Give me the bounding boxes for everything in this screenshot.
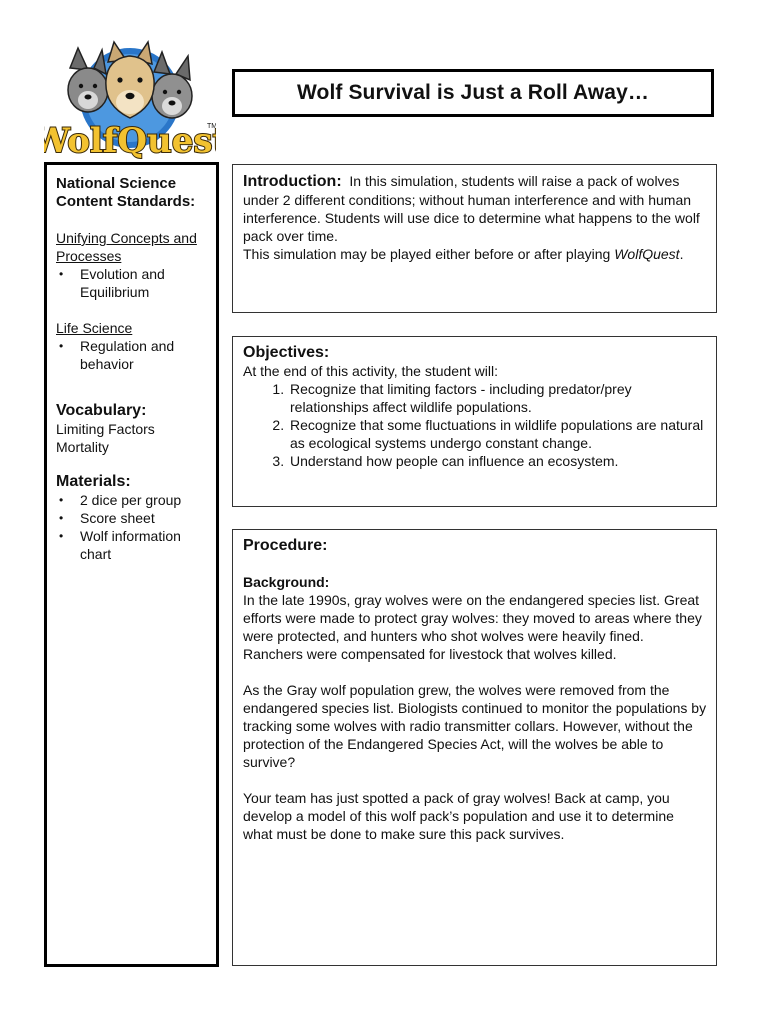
introduction-text-2: This simulation may be played either before or after playing [243,246,611,262]
procedure-box [232,529,717,966]
objectives-box [232,336,717,507]
background-heading: Background: [243,574,330,590]
wolfquest-logo [44,40,216,170]
introduction-text: In this simulation, students will raise a pack of wolves under 2 different conditions; without human interference and with human interference. Students will use dice to determine what happens to the wolf pack over time. [243,173,700,244]
procedure-heading: Procedure: [243,537,328,554]
objectives-lead: At the end of this activity, the student will: [243,363,498,379]
standards-heading-line-2: Content Standards: [56,193,196,210]
list-item: 3. Understand how people can influence an ecosystem. [288,452,707,470]
vocab-item: Limiting Factors [56,421,155,437]
life-science-heading: Life Science [56,320,133,336]
introduction-heading: Introduction: [243,173,342,190]
title-box [232,69,714,117]
svg-text:WolfQuest: WolfQues [44,121,213,161]
list-item: • 2 dice per group [56,491,208,509]
background-paragraph: Your team has just spotted a pack of gray wolves! Back at camp, you develop a model of this wolf pack’s population and use it to determine what must be done to make sure this pack survives. [243,790,674,842]
objectives-heading: Objectives: [243,344,330,361]
introduction-box [232,164,717,313]
background-paragraph: In the late 1990s, gray wolves were on the endangered species list. Great efforts were made to protect gray wolves: they moved to areas where they were protected, and hunters who shot wolves were heavily fined. Ranchers were compensated for livestock that wolves killed. [243,592,702,662]
wolfquest-wordmark [44,121,216,161]
life-science-list [56,337,208,373]
materials-heading: Materials: [56,473,131,490]
objectives-list [243,380,707,470]
left-wolf-icon [68,48,108,112]
period: . [679,246,684,262]
list-item: • Evolution and Equilibrium [56,265,208,301]
wolf-pack-illustration [44,40,216,170]
unifying-concepts-list [56,265,208,301]
game-name: WolfQuest [614,246,680,262]
list-item: • Score sheet [56,509,208,527]
background-paragraph: As the Gray wolf population grew, the wolves were removed from the endangered species list. Biologists continued to monitor the populations by tracking some wolves with radio transmitter collars. However, without the protection of the Endangered Species Act, will the wolves be able to survive? [243,682,707,770]
svg-text:TM: TM [207,123,216,130]
right-wolf-icon [152,52,192,118]
page-title: Wolf Survival is Just a Roll Away… [297,81,649,104]
sidebar [44,162,219,967]
standards-heading-line-1: National Science [56,175,177,192]
vocab-item: Mortality [56,439,109,455]
list-item: 1. Recognize that limiting factors - including predator/prey relationships affect wildlife populations. [288,380,707,416]
vocabulary-heading: Vocabulary: [56,402,147,419]
list-item: • Wolf information chart [56,527,208,563]
unifying-concepts-heading: Unifying Concepts and Processes [56,230,197,264]
list-item: 2. Recognize that some fluctuations in wildlife populations are natural as ecological systems undergo constant change. [288,416,707,452]
list-item: • Regulation and behavior [56,337,208,373]
materials-list [56,491,208,563]
